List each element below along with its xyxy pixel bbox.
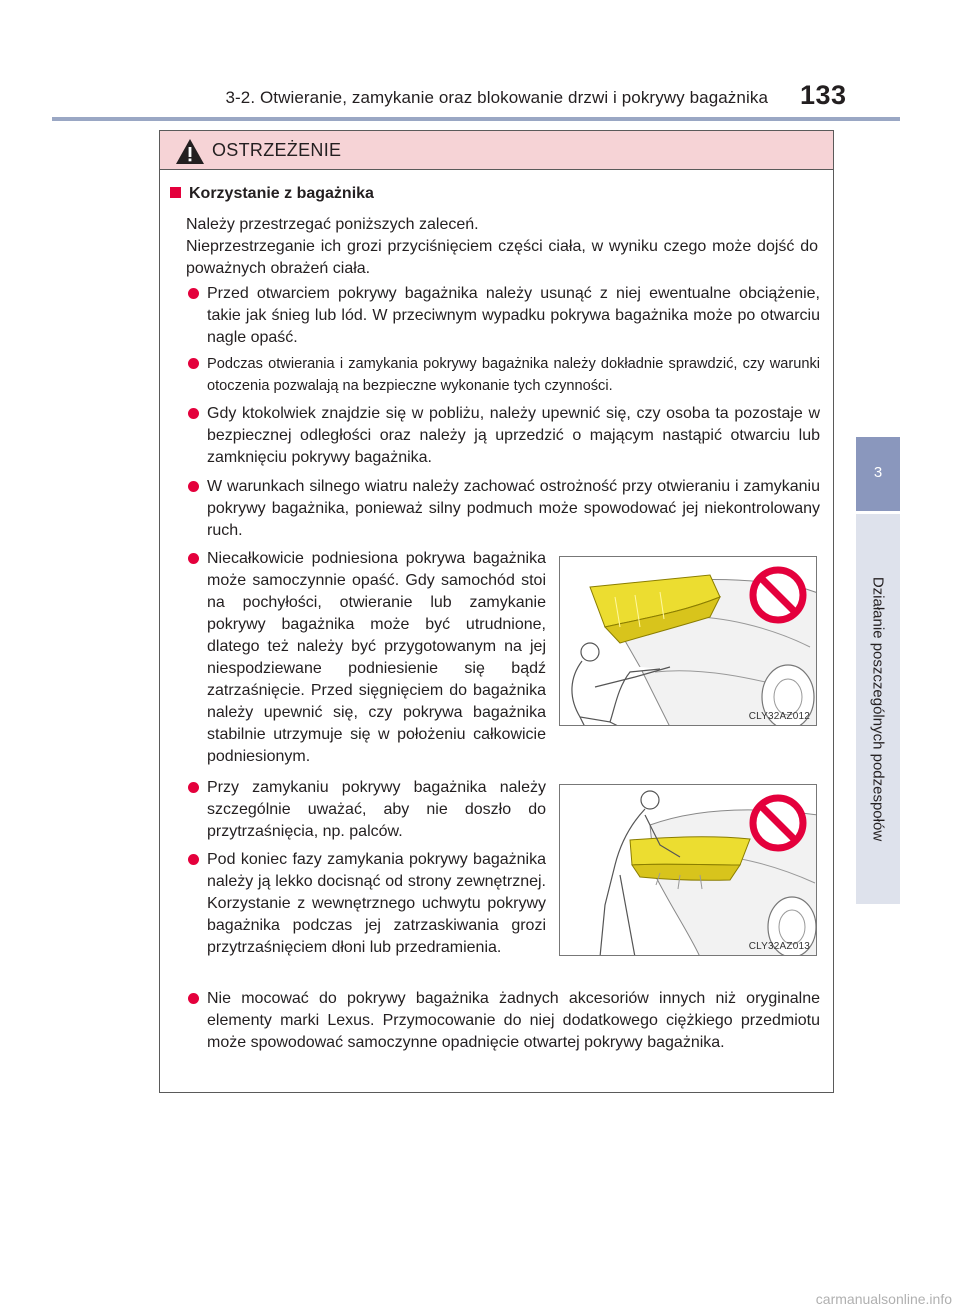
header-rule — [52, 117, 900, 121]
bullet-item — [188, 988, 820, 1054]
warning-title: OSTRZEŻENIE — [212, 140, 342, 160]
page-header-title: 3-2. Otwieranie, zamykanie oraz blokowanie drzwi i pokrywy bagażnika — [225, 88, 768, 107]
illustration-closing-trunk — [559, 784, 817, 956]
red-dot-icon — [188, 408, 199, 419]
red-dot-icon — [188, 854, 199, 865]
chapter-tab-number: 3 — [856, 437, 900, 511]
bullet-item — [188, 403, 820, 469]
warning-header — [160, 131, 833, 170]
illustration-code: CLY32AZ013 — [748, 941, 810, 952]
bullet-item — [188, 849, 546, 959]
bullet-text: Przed otwarciem pokrywy bagażnika należy usunąć z niej ewentualne obciążenie, takie jak śnieg lub lód. W przeciwnym wypadku pokrywa bagażnika może po otwarciu nagle opaść. — [207, 285, 820, 346]
illustration-code: CLY32AZ012 — [748, 711, 810, 722]
chapter-title-text: Działanie poszczególnych podzespołów — [869, 576, 887, 842]
warning-triangle-icon — [175, 138, 205, 165]
red-dot-icon — [188, 782, 199, 793]
section-heading-text: Korzystanie z bagażnika — [189, 185, 374, 202]
bullet-text: Gdy ktokolwiek znajdzie się w pobliżu, należy upewnić się, czy osoba ta pozostaje w bezpiecznej odległości oraz należy ją uprzedzić o mającym nastąpić otwarciu lub zamknięciu pokrywy bagażnika. — [207, 405, 820, 466]
bullet-text: Podczas otwierania i zamykania pokrywy bagażnika należy dokładnie sprawdzić, czy warunki otoczenia pozwalają na bezpieczne wykonanie tych czynności. — [207, 356, 820, 394]
red-dot-icon — [188, 358, 199, 369]
illustration-open-trunk — [559, 556, 817, 726]
warning-box — [159, 130, 834, 1093]
red-dot-icon — [188, 553, 199, 564]
red-square-bullet — [170, 187, 181, 198]
intro-line-2: Nieprzestrzeganie ich grozi przyciśnięciem części ciała, w wyniku czego może dojść do poważnych obrażeń ciała. — [186, 238, 818, 277]
bullet-text: Przy zamykaniu pokrywy bagażnika należy szczególnie uważać, aby nie doszło do przytrzaśnięcia, np. palców. — [207, 779, 546, 840]
bullet-item — [188, 777, 546, 843]
bullet-item — [188, 476, 820, 542]
red-dot-icon — [188, 288, 199, 299]
page-number: 133 — [800, 80, 847, 110]
red-dot-icon — [188, 481, 199, 492]
prohibited-icon — [748, 565, 808, 625]
bullet-item — [188, 353, 820, 397]
bullet-text: Nie mocować do pokrywy bagażnika żadnych akcesoriów innych niż oryginalne elementy marki Lexus. Przymocowanie do niej dodatkowego ciężkiego przedmiotu może spowodować samoczynne opadnięcie otwartej pokrywy bagażnika. — [207, 990, 820, 1051]
prohibited-icon — [748, 793, 808, 853]
watermark: carmanualsonline.info — [815, 1291, 952, 1307]
bullet-text: Niecałkowicie podniesiona pokrywa bagażnika może samoczynnie opaść. Gdy samochód stoi na pochyłości, otwieranie lub zamykanie pokrywy bagażnika może być utrudnione, dlatego też należy być przygotowanym na jej niespodziewane podniesienie się bądź zatrzaśnięcie. Przed sięgnięciem do bagażnika należy upewnić się, czy pokrywa bagażnika stabilnie utrzymuje się w położeniu całkowicie podniesionym. — [207, 550, 546, 765]
red-dot-icon — [188, 993, 199, 1004]
intro-line-1: Należy przestrzegać poniższych zaleceń. — [186, 216, 479, 233]
bullet-text: W warunkach silnego wiatru należy zachować ostrożność przy otwieraniu i zamykaniu pokrywy bagażnika, ponieważ silny podmuch może spowodować jej niekontrolowany ruch. — [207, 478, 820, 539]
section-heading — [170, 185, 374, 203]
chapter-tab-title — [856, 514, 900, 904]
bullet-item — [188, 548, 546, 768]
bullet-text: Pod koniec fazy zamykania pokrywy bagażnika należy ją lekko docisnąć od strony zewnętrznej. Korzystanie z wewnętrznego uchwytu pokrywy bagażnika podczas jej zatrzaskiwania grozi przytrzaśnięciem dłoni lub przedramienia. — [207, 851, 546, 956]
bullet-item — [188, 283, 820, 349]
